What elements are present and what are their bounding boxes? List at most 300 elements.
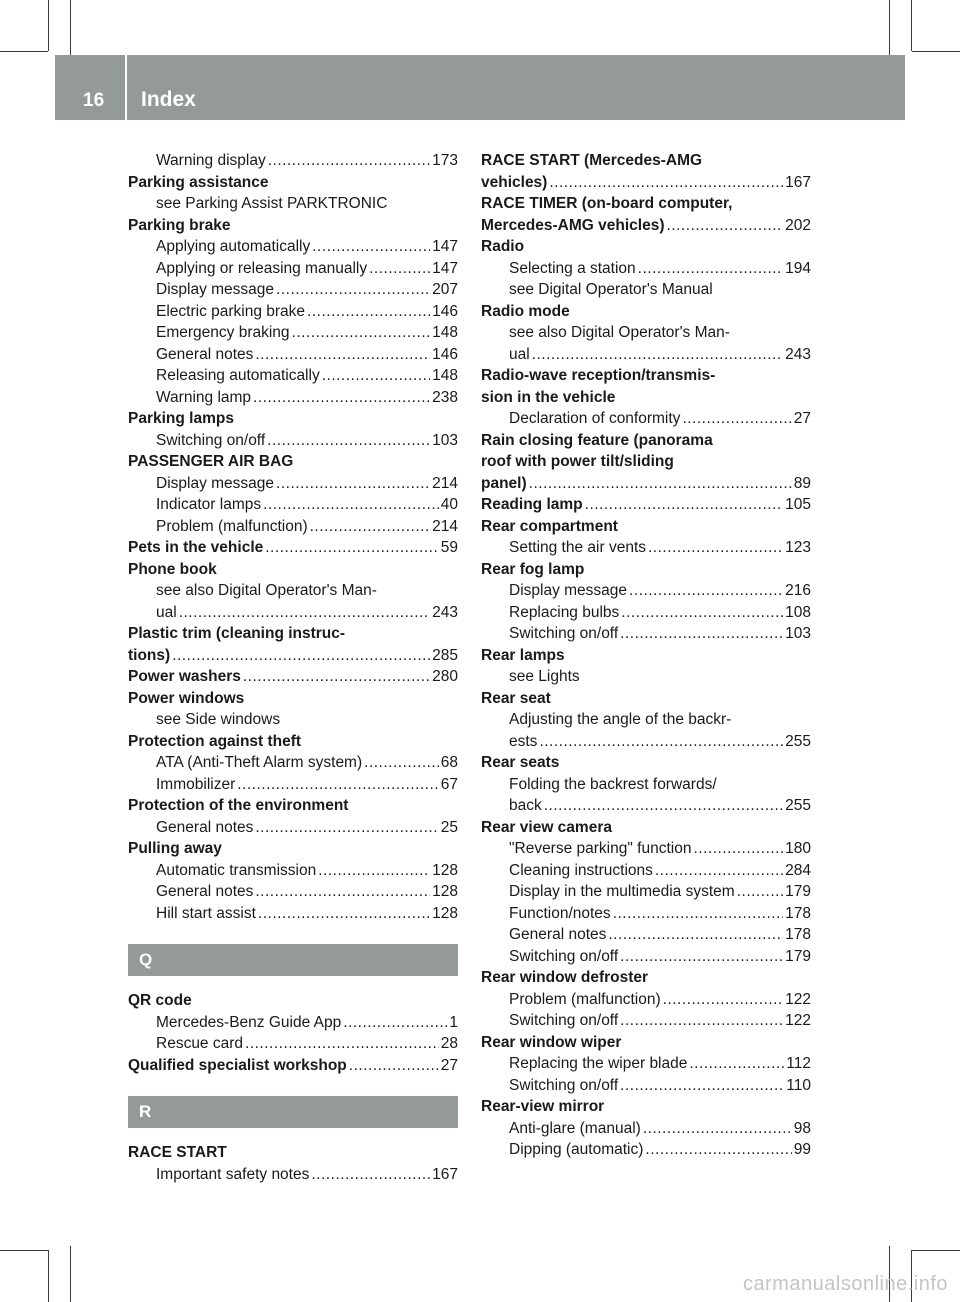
entry-label: Phone book	[128, 560, 217, 578]
entry-label: RACE START	[128, 1144, 227, 1161]
entry-label: Indicator lamps	[156, 496, 262, 513]
entry-label: Power washers	[128, 668, 241, 685]
leader-dots	[544, 795, 783, 817]
leader-dots	[179, 602, 430, 624]
entry-label: Radio-wave reception/transmis-	[481, 367, 716, 384]
leader-dots	[343, 1012, 447, 1034]
leader-dots	[620, 623, 783, 645]
page-ref[interactable]: 108	[785, 603, 811, 621]
page-ref[interactable]: 27	[793, 410, 811, 427]
index-heading	[481, 645, 811, 667]
page-ref[interactable]: 147	[432, 238, 458, 255]
entry-label: Rear window wiper	[481, 1033, 622, 1051]
page-ref[interactable]: 180	[785, 840, 811, 857]
index-subentry[interactable]	[128, 1012, 458, 1034]
crop-mark	[0, 51, 48, 52]
page-ref[interactable]: 214	[432, 474, 458, 492]
leader-dots	[237, 774, 439, 796]
leader-dots	[645, 1139, 791, 1161]
section-letter: R	[128, 1096, 458, 1128]
entry-label: Radio mode	[481, 302, 570, 320]
entry-label: Electric parking brake	[156, 302, 306, 320]
entry-label: roof with power tilt/sliding	[481, 453, 674, 470]
entry-label: Plastic trim (cleaning instruc-	[128, 625, 346, 642]
index-subentry[interactable]	[128, 774, 458, 796]
index-subentry[interactable]	[481, 989, 811, 1011]
index-subentry[interactable]	[481, 946, 811, 968]
page-ref[interactable]: 148	[432, 367, 458, 384]
entry-label: Folding the backrest forwards/	[509, 775, 717, 793]
page-ref[interactable]: 128	[432, 883, 458, 900]
index-heading	[481, 451, 811, 473]
page-ref[interactable]: 89	[793, 474, 811, 492]
page-ref[interactable]: 178	[785, 926, 811, 943]
page-ref[interactable]: 214	[432, 517, 458, 535]
entry-label: Switching on/off	[509, 1076, 619, 1094]
index-heading[interactable]	[128, 645, 458, 667]
page-ref[interactable]: 178	[785, 904, 811, 922]
entry-label: Switching on/off	[156, 431, 266, 449]
leader-dots	[172, 645, 430, 667]
index-subentry[interactable]	[128, 301, 458, 323]
entry-label: tions)	[128, 646, 171, 664]
entry-label: Important safety notes	[156, 1165, 310, 1183]
index-heading	[128, 795, 458, 817]
page-ref[interactable]: 122	[785, 1012, 811, 1029]
index-heading	[128, 990, 458, 1012]
entry-label: Display message	[156, 474, 275, 492]
entry-label: Problem (malfunction)	[509, 990, 661, 1008]
entry-label: Radio	[481, 238, 525, 255]
index-heading[interactable]	[128, 666, 458, 688]
entry-label: Rear seats	[481, 754, 560, 771]
leader-dots	[621, 602, 783, 624]
entry-label: Applying or releasing manually	[156, 259, 368, 277]
index-heading	[128, 1142, 458, 1164]
index-heading	[128, 623, 458, 645]
page-ref[interactable]: 40	[440, 496, 458, 513]
page-ref[interactable]: 148	[432, 324, 458, 341]
entry-label: Display in the multimedia system	[509, 883, 735, 900]
leader-dots	[245, 1033, 439, 1055]
index-subentry[interactable]	[481, 881, 811, 903]
entry-label: sion in the vehicle	[481, 388, 616, 406]
entry-label: Display message	[156, 281, 275, 298]
entry-label: Display message	[509, 582, 628, 599]
entry-label: Protection against theft	[128, 732, 302, 750]
index-heading	[481, 688, 811, 710]
leader-dots	[529, 473, 792, 495]
entry-label: Replacing bulbs	[509, 603, 620, 621]
index-subentry[interactable]	[128, 602, 458, 624]
index-heading	[128, 172, 458, 194]
leader-dots	[253, 387, 430, 409]
entry-label: Rear compartment	[481, 517, 618, 535]
entry-label: Pets in the vehicle	[128, 539, 264, 556]
index-subentry[interactable]	[128, 881, 458, 903]
entry-label: General notes	[156, 883, 254, 900]
index-column-right	[481, 150, 811, 1161]
entry-label: see Side windows	[156, 711, 281, 728]
index-subentry[interactable]	[128, 150, 458, 172]
page-ref[interactable]: 67	[440, 775, 458, 793]
index-heading	[481, 430, 811, 452]
index-column-left	[128, 150, 458, 1185]
page-ref[interactable]: 25	[440, 818, 458, 836]
index-subentry	[481, 774, 811, 796]
index-subentry	[481, 666, 811, 688]
leader-dots	[322, 365, 430, 387]
entry-label: Mercedes-AMG vehicles)	[481, 216, 665, 234]
entry-label: Switching on/off	[509, 1012, 619, 1029]
page-ref[interactable]: 202	[785, 216, 811, 234]
index-subentry	[481, 709, 811, 731]
page-ref[interactable]: 105	[785, 496, 811, 513]
page-ref[interactable]: 123	[785, 539, 811, 556]
leader-dots	[663, 989, 784, 1011]
entry-label: back	[509, 797, 542, 814]
entry-label: Setting the air vents	[509, 539, 646, 556]
page-ref[interactable]: 128	[432, 904, 458, 922]
entry-label: Reading lamp	[481, 496, 583, 513]
page-ref[interactable]: 128	[432, 861, 458, 879]
crop-mark	[70, 1246, 71, 1302]
page-ref[interactable]: 194	[785, 259, 811, 277]
entry-label: see Digital Operator's Manual	[509, 281, 713, 298]
leader-dots	[265, 537, 439, 559]
page-ref[interactable]: 255	[785, 732, 811, 750]
crop-mark	[912, 1250, 960, 1251]
leader-dots	[276, 473, 430, 495]
leader-dots	[620, 946, 783, 968]
entry-label: Protection of the environment	[128, 797, 349, 814]
page-ref[interactable]: 167	[432, 1165, 458, 1183]
header-separator	[125, 55, 127, 120]
page-ref[interactable]: 207	[432, 281, 458, 298]
entry-label: Immobilizer	[156, 775, 236, 793]
index-heading	[481, 817, 811, 839]
index-subentry[interactable]	[481, 1075, 811, 1097]
entry-label: RACE START (Mercedes-AMG	[481, 152, 703, 169]
crop-mark	[48, 0, 49, 51]
entry-label: Cleaning instructions	[509, 861, 653, 879]
index-heading[interactable]	[481, 215, 811, 237]
leader-dots	[613, 903, 783, 925]
entry-label: ual	[509, 345, 530, 363]
leader-dots	[312, 236, 430, 258]
index-subentry	[128, 709, 458, 731]
entry-label: see also Digital Operator's Man-	[509, 324, 730, 341]
crop-mark	[48, 1250, 49, 1302]
page-ref[interactable]: 103	[785, 625, 811, 642]
index-subentry[interactable]	[481, 731, 811, 753]
entry-label: PASSENGER AIR BAG	[128, 453, 294, 470]
entry-label: Applying automatically	[156, 238, 311, 255]
index-subentry[interactable]	[481, 408, 811, 430]
page-title: Index	[141, 88, 196, 111]
index-subentry[interactable]	[481, 1139, 811, 1161]
entry-label: Parking brake	[128, 216, 231, 234]
leader-dots	[643, 1118, 792, 1140]
entry-label: Switching on/off	[509, 947, 619, 965]
page-ref[interactable]: 179	[785, 947, 811, 965]
entry-label: Function/notes	[509, 904, 611, 922]
index-heading[interactable]	[481, 473, 811, 495]
index-heading[interactable]	[128, 537, 458, 559]
index-subentry[interactable]	[481, 623, 811, 645]
entry-label: Anti-glare (manual)	[509, 1119, 641, 1137]
entry-label: General notes	[156, 345, 254, 363]
entry-label: Replacing the wiper blade	[509, 1055, 688, 1072]
page-ref[interactable]: 59	[440, 539, 458, 556]
leader-dots	[549, 172, 783, 194]
leader-dots	[310, 516, 431, 538]
watermark: carmanualsonline.info	[742, 1273, 948, 1295]
index-subentry[interactable]	[128, 365, 458, 387]
index-subentry	[481, 279, 811, 301]
page-ref[interactable]: 147	[432, 259, 458, 277]
entry-label: Qualified specialist workshop	[128, 1056, 347, 1074]
page-ref[interactable]: 255	[785, 797, 811, 814]
crop-mark	[889, 0, 890, 55]
entry-label: Warning display	[156, 152, 266, 169]
index-heading[interactable]	[128, 1055, 458, 1077]
page-ref[interactable]: 284	[785, 861, 811, 879]
page-ref[interactable]: 68	[440, 754, 458, 771]
entry-label: vehicles)	[481, 173, 548, 191]
leader-dots	[255, 344, 430, 366]
index-heading	[128, 215, 458, 237]
leader-dots	[307, 301, 430, 323]
page-ref[interactable]: 110	[786, 1076, 811, 1094]
page-ref[interactable]: 285	[432, 646, 458, 664]
crop-mark	[912, 51, 960, 52]
leader-dots	[532, 344, 783, 366]
entry-label: Mercedes-Benz Guide App	[156, 1013, 342, 1031]
index-heading	[128, 838, 458, 860]
leader-dots	[693, 838, 783, 860]
entry-label: ests	[509, 732, 538, 750]
index-subentry[interactable]	[481, 795, 811, 817]
page-ref[interactable]: 167	[785, 173, 811, 191]
entry-label: Selecting a station	[509, 259, 636, 277]
page-ref[interactable]: 122	[785, 990, 811, 1008]
page-ref[interactable]: 98	[793, 1119, 811, 1137]
leader-dots	[255, 817, 438, 839]
page-ref[interactable]: 243	[785, 345, 811, 363]
entry-label: RACE TIMER (on-board computer,	[481, 195, 733, 212]
index-heading	[481, 301, 811, 323]
index-subentry[interactable]	[128, 516, 458, 538]
leader-dots	[258, 903, 430, 925]
index-subentry[interactable]	[128, 903, 458, 925]
leader-dots	[648, 537, 783, 559]
index-subentry[interactable]	[128, 387, 458, 409]
page-ref[interactable]: 179	[785, 883, 811, 900]
leader-dots	[263, 494, 439, 516]
entry-label: see also Digital Operator's Man-	[156, 582, 377, 599]
index-heading	[128, 408, 458, 430]
leader-dots	[311, 1164, 430, 1186]
leader-dots	[620, 1010, 783, 1032]
entry-label: General notes	[509, 926, 607, 943]
leader-dots	[655, 860, 783, 882]
page-ref[interactable]: 27	[440, 1056, 458, 1074]
leader-dots	[608, 924, 783, 946]
index-subentry[interactable]	[481, 258, 811, 280]
page-ref[interactable]: 173	[432, 152, 458, 169]
index-subentry[interactable]	[481, 903, 811, 925]
page-ref[interactable]: 103	[432, 431, 458, 449]
entry-label: Declaration of conformity	[509, 410, 681, 427]
index-heading	[481, 365, 811, 387]
entry-label: Rear window defroster	[481, 969, 649, 986]
leader-dots	[620, 1075, 784, 1097]
crop-mark	[911, 0, 912, 51]
entry-label: Pulling away	[128, 840, 222, 857]
leader-dots	[638, 258, 783, 280]
leader-dots	[539, 731, 783, 753]
index-subentry[interactable]	[128, 322, 458, 344]
index-subentry[interactable]	[481, 344, 811, 366]
leader-dots	[667, 215, 784, 237]
index-subentry[interactable]	[481, 1118, 811, 1140]
page-ref[interactable]: 280	[432, 668, 458, 685]
entry-label: Parking assistance	[128, 173, 269, 191]
entry-label: General notes	[156, 818, 254, 836]
entry-label: Dipping (automatic)	[509, 1141, 644, 1158]
page-number: 16	[83, 90, 105, 111]
leader-dots	[364, 752, 439, 774]
index-subentry[interactable]	[128, 258, 458, 280]
index-heading	[481, 387, 811, 409]
entry-label: panel)	[481, 474, 527, 492]
index-heading	[481, 752, 811, 774]
index-heading	[481, 559, 811, 581]
entry-label: ATA (Anti-Theft Alarm system)	[156, 754, 363, 771]
entry-label: ual	[156, 603, 177, 621]
entry-label: "Reverse parking" function	[509, 840, 692, 857]
entry-label: Rear lamps	[481, 646, 565, 664]
index-subentry[interactable]	[128, 494, 458, 516]
index-subentry[interactable]	[481, 602, 811, 624]
entry-label: Rear fog lamp	[481, 560, 585, 578]
entry-label: Hill start assist	[156, 904, 256, 922]
index-heading	[481, 150, 811, 172]
entry-label: QR code	[128, 992, 192, 1009]
leader-dots	[292, 322, 431, 344]
index-heading	[481, 516, 811, 538]
index-subentry	[128, 580, 458, 602]
leader-dots	[369, 258, 430, 280]
entry-label: Rear view camera	[481, 818, 612, 836]
entry-label: Parking lamps	[128, 410, 234, 427]
leader-dots	[318, 860, 430, 882]
entry-label: Rescue card	[156, 1035, 244, 1052]
page-ref[interactable]: 1	[449, 1013, 458, 1031]
page-ref[interactable]: 146	[432, 302, 458, 320]
index-heading	[481, 236, 811, 258]
leader-dots	[585, 494, 783, 516]
index-heading[interactable]	[481, 172, 811, 194]
index-subentry[interactable]	[128, 860, 458, 882]
index-heading	[481, 193, 811, 215]
entry-label: Emergency braking	[156, 324, 290, 341]
entry-label: Automatic transmission	[156, 861, 317, 879]
leader-dots	[268, 150, 430, 172]
leader-dots	[267, 430, 430, 452]
index-subentry[interactable]	[481, 1010, 811, 1032]
index-subentry	[128, 193, 458, 215]
page-ref[interactable]: 112	[786, 1055, 811, 1072]
entry-label: see Lights	[509, 668, 580, 685]
section-letter: Q	[128, 944, 458, 976]
index-subentry[interactable]	[128, 473, 458, 495]
entry-label: Rear-view mirror	[481, 1098, 605, 1115]
crop-mark	[0, 1250, 48, 1251]
index-heading	[128, 688, 458, 710]
index-subentry	[481, 322, 811, 344]
entry-label: Adjusting the angle of the backr-	[509, 711, 732, 728]
index-subentry[interactable]	[481, 838, 811, 860]
leader-dots	[276, 279, 430, 301]
index-heading	[481, 1096, 811, 1118]
leader-dots	[682, 408, 791, 430]
page-ref[interactable]: 216	[785, 582, 811, 599]
entry-label: Switching on/off	[509, 625, 619, 642]
leader-dots	[737, 881, 783, 903]
leader-dots	[243, 666, 430, 688]
entry-label: Power windows	[128, 689, 245, 707]
entry-label: Warning lamp	[156, 388, 252, 406]
crop-mark	[70, 0, 71, 55]
page-ref[interactable]: 243	[432, 603, 458, 621]
index-subentry[interactable]	[481, 537, 811, 559]
index-subentry[interactable]	[481, 1053, 811, 1075]
index-subentry[interactable]	[481, 860, 811, 882]
index-heading	[128, 559, 458, 581]
leader-dots	[689, 1053, 784, 1075]
entry-label: Releasing automatically	[156, 367, 320, 384]
index-subentry[interactable]	[128, 752, 458, 774]
index-subentry[interactable]	[128, 279, 458, 301]
page-ref[interactable]: 238	[432, 388, 458, 406]
index-heading	[481, 1032, 811, 1054]
entry-label: Problem (malfunction)	[156, 517, 308, 535]
entry-label: Rear seat	[481, 689, 551, 707]
entry-label: Rain closing feature (panorama	[481, 431, 713, 449]
index-heading	[128, 731, 458, 753]
leader-dots	[255, 881, 430, 903]
index-subentry[interactable]	[481, 924, 811, 946]
index-subentry[interactable]	[128, 1033, 458, 1055]
index-subentry[interactable]	[128, 344, 458, 366]
index-heading[interactable]	[481, 494, 811, 516]
index-subentry[interactable]	[128, 1164, 458, 1186]
page-ref[interactable]: 146	[432, 345, 458, 363]
index-subentry[interactable]	[128, 430, 458, 452]
page-ref[interactable]: 28	[440, 1035, 458, 1052]
leader-dots	[349, 1055, 439, 1077]
index-subentry[interactable]	[128, 817, 458, 839]
leader-dots	[629, 580, 783, 602]
index-subentry[interactable]	[128, 236, 458, 258]
index-subentry[interactable]	[481, 580, 811, 602]
index-heading	[128, 451, 458, 473]
entry-label: see Parking Assist PARKTRONIC	[156, 195, 388, 212]
page-ref[interactable]: 99	[793, 1141, 811, 1158]
index-heading	[481, 967, 811, 989]
